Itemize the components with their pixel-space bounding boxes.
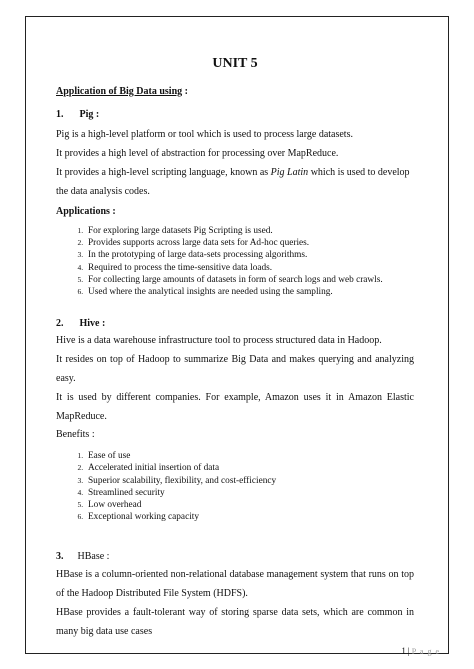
page-number: 1: [401, 646, 406, 656]
hive-heading-text: Hive :: [79, 318, 106, 330]
intro-heading: [56, 84, 414, 99]
hive-paragraph-2: It resides on top of Hadoop to summarize Big Data and makes querying and analyzing easy.: [56, 354, 414, 385]
intro-heading-colon: :: [182, 86, 188, 97]
list-item: 4. Streamlined security: [85, 487, 414, 499]
page-footer: [401, 646, 440, 656]
applications-heading: Applications :: [56, 206, 116, 217]
pig-heading-text: Pig :: [79, 109, 100, 120]
list-item: 2. Provides supports across large data sets for Ad-hoc queries.: [85, 237, 414, 249]
list-item: 6. Used where the analytical insights are needed using the sampling.: [85, 286, 414, 298]
benefits-list: [56, 450, 414, 523]
page-title: UNIT 5: [212, 56, 258, 71]
list-item: 3. In the prototyping of large data-sets processing algorithms.: [85, 249, 414, 261]
hbase-description: [56, 565, 414, 641]
hbase-paragraph-2: HBase provides a fault-tolerant way of storing sparse data sets, which are common in many big data use cases: [56, 607, 414, 638]
hive-paragraph-1: Hive is a data warehouse infrastructure tool to process structured data in Hadoop.: [56, 335, 382, 347]
list-item: 6. Exceptional working capacity: [85, 511, 414, 523]
list-item: 1. For exploring large datasets Pig Scripting is used.: [85, 225, 414, 237]
pig-p3-before: It provides a high-level scripting language, known as: [56, 167, 271, 178]
pig-paragraph-1: Pig is a high-level platform or tool which is used to process large datasets.: [56, 129, 353, 140]
pig-paragraph-3: [56, 163, 414, 201]
intro-heading-text: Application of Big Data using: [56, 86, 183, 97]
hive-heading: [56, 316, 414, 331]
hbase-paragraph-1: HBase is a column-oriented non-relational database management system that runs on top of the Hadoop Distributed File System (HDFS).: [56, 569, 414, 600]
hbase-number: 3.: [56, 551, 64, 563]
pig-p3-after: which is used to develop the data analysis codes.: [56, 167, 410, 197]
hbase-heading: [56, 549, 414, 564]
hive-paragraph-3: It is used by different companies. For example, Amazon uses it in Amazon Elastic MapReduce.: [56, 392, 414, 423]
pig-heading: [56, 107, 414, 122]
pig-number: 1.: [56, 109, 64, 120]
hive-number: 2.: [56, 318, 64, 330]
list-item: 4. Required to process the time-sensitive data loads.: [85, 262, 414, 274]
footer-separator: |: [407, 646, 410, 656]
applications-list: [56, 225, 414, 298]
pig-latin-term: Pig Latin: [270, 167, 309, 178]
benefits-heading: Benefits :: [56, 429, 95, 441]
page-label: P a g e: [411, 647, 440, 656]
list-item: 1. Ease of use: [85, 450, 414, 462]
pig-paragraph-2: It provides a high level of abstraction for processing over MapReduce.: [56, 148, 339, 159]
hbase-heading-text: HBase :: [77, 551, 110, 563]
list-item: 2. Accelerated initial insertion of data: [85, 462, 414, 474]
pig-description: [56, 125, 414, 201]
list-item: 5. Low overhead: [85, 499, 414, 511]
hive-description: [56, 331, 414, 426]
list-item: 3. Superior scalability, flexibility, and cost-efficiency: [85, 475, 414, 487]
page-content: [56, 52, 414, 641]
list-item: 5. For collecting large amounts of datasets in form of search logs and web crawls.: [85, 274, 414, 286]
